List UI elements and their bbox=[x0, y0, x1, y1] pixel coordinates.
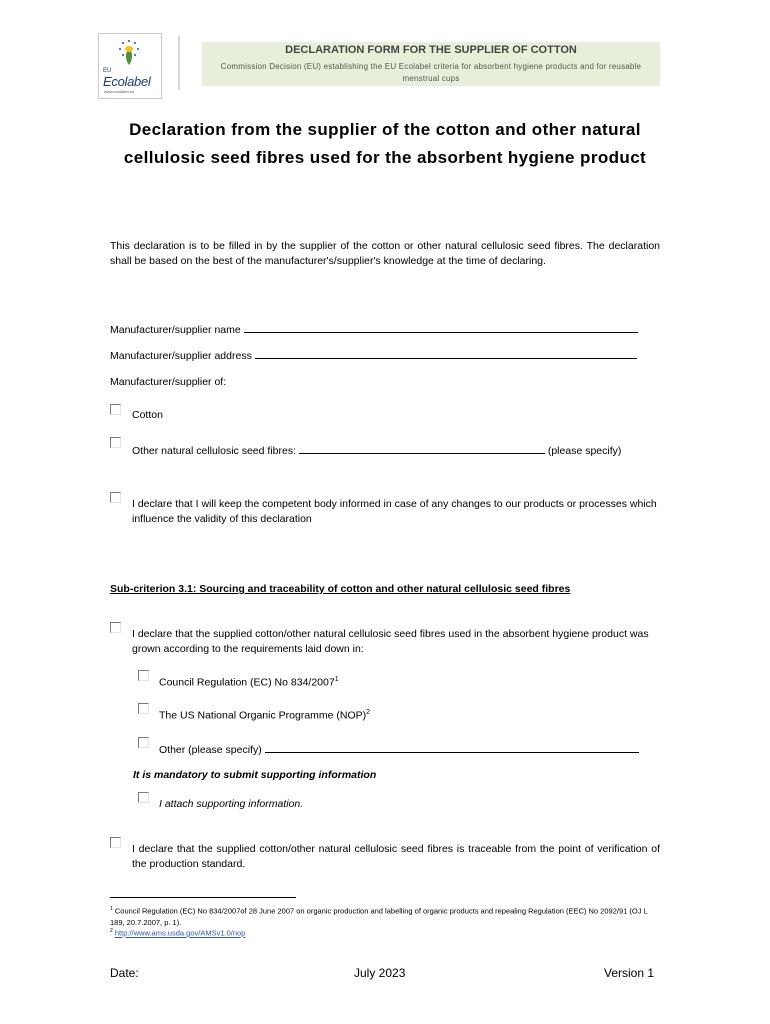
address-field[interactable] bbox=[255, 348, 637, 359]
changes-declaration bbox=[132, 497, 660, 527]
footer-date-value: July 2023 bbox=[354, 966, 406, 980]
changes-checkbox[interactable] bbox=[110, 492, 121, 503]
council-regulation-checkbox[interactable] bbox=[138, 670, 149, 681]
other-standard-row bbox=[159, 742, 639, 756]
council-regulation-label: Council Regulation (EC) No 834/2007 bbox=[159, 676, 335, 689]
council-regulation-row bbox=[159, 676, 339, 689]
header-band bbox=[202, 42, 660, 86]
other-fibres-field[interactable] bbox=[299, 443, 545, 454]
changes-declaration-text: I declare that I will keep the competent body informed in case of any changes to our products or processes which influence the validity of this declaration bbox=[132, 498, 657, 525]
header-divider bbox=[178, 36, 180, 90]
intro-paragraph: This declaration is to be filled in by the supplier of the cotton or other natural cellulosic seed fibres. The declaration shall be based on the best of the manufacturer's/supplier's knowledge at the time of declaring. bbox=[110, 240, 660, 267]
grown-declaration: I declare that the supplied cotton/other natural cellulosic seed fibres used in the absorbent hygiene product was grown according to the requirements laid down in: bbox=[132, 628, 649, 655]
address-label: Manufacturer/supplier address bbox=[110, 350, 252, 362]
footnote-ref-2[interactable]: 2 bbox=[366, 709, 371, 716]
traceable-declaration: I declare that the supplied cotton/other natural cellulosic seed fibres is traceable from the point of verification of the production standard. bbox=[132, 843, 660, 870]
footnote-1-number: 1 bbox=[110, 906, 113, 912]
nop-label: The US National Organic Programme (NOP) bbox=[159, 709, 367, 722]
ecolabel-flower-icon bbox=[109, 38, 149, 68]
document-title: Declaration from the supplier of the cotton and other natural cellulosic seed fibres used for the absorbent hygiene product bbox=[123, 120, 647, 167]
address-field-row bbox=[110, 348, 637, 362]
footer-date-label: Date: bbox=[110, 966, 139, 980]
other-standard-label: Other (please specify) bbox=[159, 744, 262, 756]
footnote-2-link[interactable]: http://www.ams.usda.gov/AMSv1.0/nop bbox=[114, 928, 246, 938]
footnote-2-number: 2 bbox=[110, 928, 113, 934]
footnote-rule bbox=[110, 897, 296, 898]
logo-url: www.ecolabel.eu bbox=[104, 89, 135, 94]
please-specify-text: (please specify) bbox=[547, 445, 622, 457]
subcriterion-heading: Sub-criterion 3.1: Sourcing and traceability of cotton and other natural cellulosic seed fibres bbox=[110, 583, 571, 595]
name-label: Manufacturer/supplier name bbox=[110, 324, 241, 336]
footnote-1-text: Council Regulation (EC) No 834/2007of 28 June 2007 on organic production and labelling of organic products and repealing Regulation (EEC) No 2092/91 (OJ L 189, 20.7.2007, p. 1). bbox=[110, 906, 648, 927]
mandatory-note: It is mandatory to submit supporting information bbox=[133, 769, 377, 781]
other-standard-field[interactable] bbox=[265, 742, 639, 753]
attach-label: I attach supporting information. bbox=[159, 798, 304, 810]
ecolabel-logo bbox=[98, 33, 162, 99]
footnote-1 bbox=[110, 904, 660, 928]
logo-eu-text: EU bbox=[103, 68, 112, 74]
nop-row bbox=[159, 709, 370, 722]
footer-version: Version 1 bbox=[604, 966, 655, 980]
other-fibres-row bbox=[132, 443, 621, 457]
other-standard-checkbox[interactable] bbox=[138, 737, 149, 748]
cotton-label: Cotton bbox=[132, 409, 163, 421]
name-field-row bbox=[110, 322, 638, 336]
header-title: DECLARATION FORM FOR THE SUPPLIER OF COTTON bbox=[285, 44, 577, 56]
nop-checkbox[interactable] bbox=[138, 703, 149, 714]
cotton-checkbox[interactable] bbox=[110, 404, 121, 415]
traceable-checkbox[interactable] bbox=[110, 837, 121, 848]
footnote-ref-1[interactable]: 1 bbox=[334, 676, 339, 683]
grown-checkbox[interactable] bbox=[110, 622, 121, 633]
footnote-2 bbox=[110, 926, 245, 939]
other-fibres-label: Other natural cellulosic seed fibres: bbox=[132, 445, 296, 457]
attach-checkbox[interactable] bbox=[138, 792, 149, 803]
name-field[interactable] bbox=[244, 322, 638, 333]
supplier-of-label: Manufacturer/supplier of: bbox=[110, 376, 227, 388]
other-fibres-checkbox[interactable] bbox=[110, 437, 121, 448]
logo-wordmark: Ecolabel bbox=[103, 74, 151, 89]
header-subtitle: Commission Decision (EU) establishing the EU Ecolabel criteria for absorbent hygiene products and for reusable menstrual cups bbox=[220, 62, 642, 83]
